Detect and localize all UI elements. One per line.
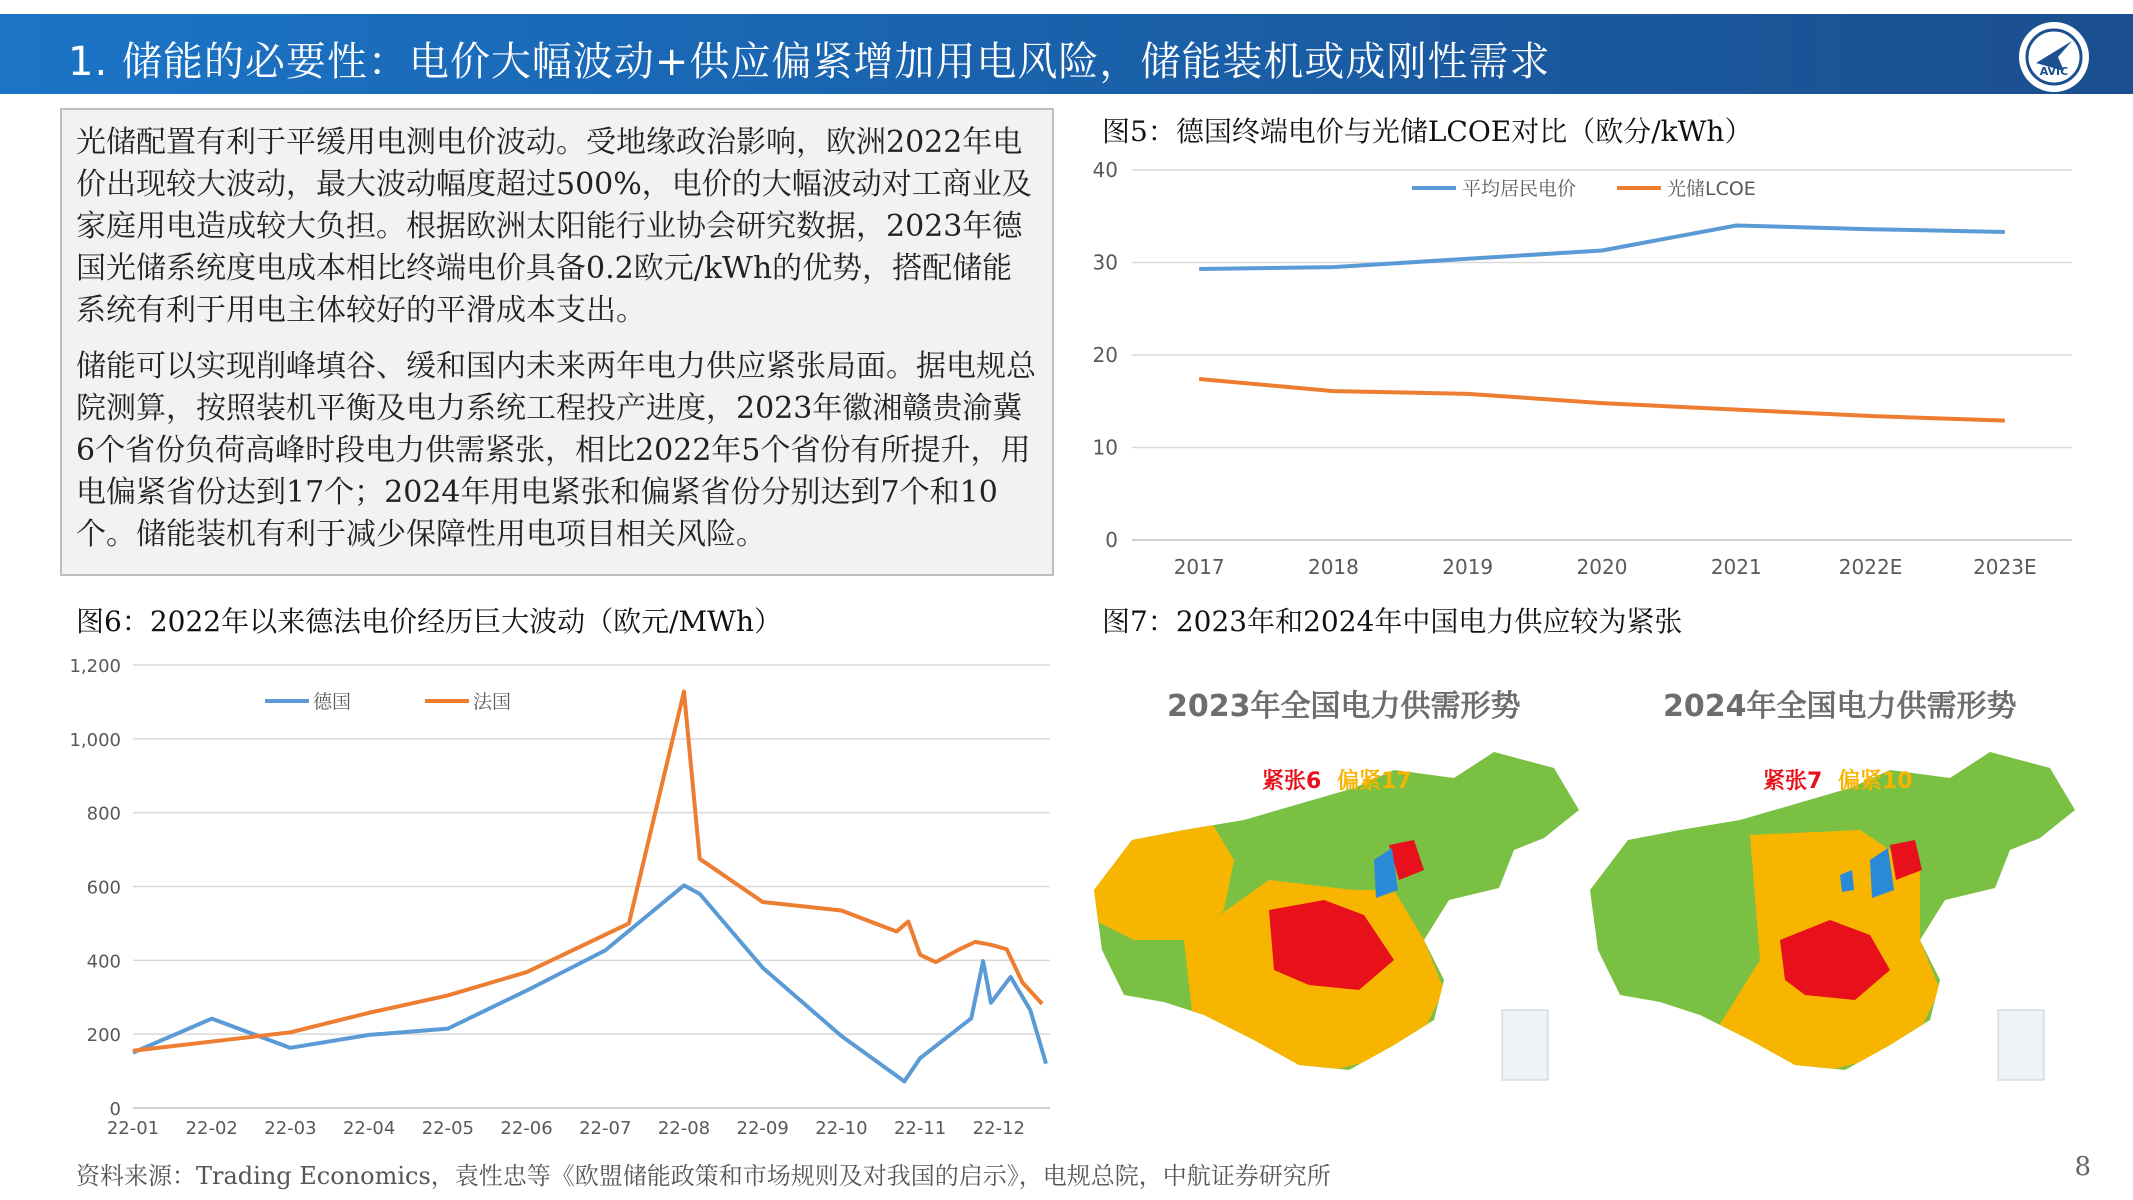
map-2023-title: 2023年全国电力供需形势 bbox=[1167, 689, 1521, 724]
fig5-xtick-label: 2021 bbox=[1710, 555, 1762, 579]
fig6-xtick-label: 22-08 bbox=[657, 1118, 711, 1138]
fig5-ytick-label: 0 bbox=[1105, 528, 1118, 552]
page-number: 8 bbox=[2074, 1152, 2091, 1182]
map-2024 bbox=[1590, 689, 2075, 1080]
fig5-legend-label: 平均居民电价 bbox=[1462, 178, 1577, 200]
fig5-xtick-label: 2018 bbox=[1307, 555, 1359, 579]
fig6-xtick-label: 22-12 bbox=[972, 1118, 1025, 1138]
map-2023-semi-label: 偏紧17 bbox=[1337, 769, 1412, 794]
fig5-xtick-label: 2020 bbox=[1576, 555, 1628, 579]
page-title: 1. 储能的必要性：电价大幅波动+供应偏紧增加用电风险，储能装机或成刚性需求 bbox=[68, 39, 1551, 85]
fig6-legend-label: 德国 bbox=[313, 691, 352, 713]
fig6-xtick-label: 22-09 bbox=[736, 1118, 789, 1138]
fig5-ytick-label: 30 bbox=[1092, 250, 1118, 275]
summary-paragraph-2: 储能可以实现削峰填谷、缓和国内未来两年电力供应紧张局面。据电规总院测算，按照装机平衡及电力系统工程投产进度，2023年徽湘赣贵渝冀6个省份负荷高峰时段电力供需紧张，相比2022年5个省份有所提升，用电偏紧省份达到17个；2024年用电紧张和偏紧省份分别达到7个和10个。储能装机有利于减少保障性用电项目相关风险。 bbox=[76, 349, 1036, 552]
fig6-xtick-label: 22-05 bbox=[421, 1118, 475, 1138]
fig6-ytick-label: 800 bbox=[86, 803, 121, 825]
fig6-xtick-label: 22-01 bbox=[106, 1118, 160, 1138]
south-sea-inset-2024 bbox=[1998, 1010, 2044, 1080]
fig6-ytick-label: 1,000 bbox=[69, 729, 121, 751]
header-bar bbox=[0, 14, 2133, 94]
fig7-maps bbox=[1092, 680, 2092, 1150]
fig5-legend-label: 光储LCOE bbox=[1667, 178, 1756, 200]
fig5-series-line-1 bbox=[1199, 379, 2005, 421]
fig6-xtick-label: 22-11 bbox=[893, 1118, 947, 1138]
fig5-ytick-label: 20 bbox=[1092, 343, 1118, 367]
fig5-chart bbox=[1082, 150, 2082, 580]
avic-logo bbox=[2019, 22, 2089, 92]
map-2024-title: 2024年全国电力供需形势 bbox=[1663, 689, 2017, 724]
fig6-legend-label: 法国 bbox=[473, 691, 512, 713]
fig6-series-line-0 bbox=[133, 885, 1046, 1081]
fig6-series-line-1 bbox=[133, 692, 1042, 1051]
plane-icon bbox=[2024, 27, 2084, 87]
fig6-xtick-label: 22-04 bbox=[342, 1118, 396, 1138]
map-2024-tight-label: 紧张7 bbox=[1763, 769, 1823, 794]
fig6-xtick-label: 22-10 bbox=[815, 1118, 868, 1138]
summary-textbox bbox=[60, 108, 1054, 576]
fig5-xtick-label: 2023E bbox=[1973, 555, 2037, 579]
fig6-xtick-label: 22-02 bbox=[185, 1118, 238, 1138]
fig6-title: 图6：2022年以来德法电价经历巨大波动（欧元/MWh） bbox=[76, 605, 782, 638]
fig5-ytick-label: 10 bbox=[1092, 435, 1118, 460]
fig6-ytick-label: 400 bbox=[86, 951, 121, 973]
fig6-ytick-label: 600 bbox=[86, 877, 121, 899]
fig6-xtick-label: 22-03 bbox=[264, 1118, 317, 1138]
source-note: 资料来源：Trading Economics，袁性忠等《欧盟储能政策和市场规则及对我国的启示》，电规总院，中航证券研究所 bbox=[76, 1162, 1331, 1190]
fig6-ytick-label: 200 bbox=[86, 1025, 121, 1047]
map-2023 bbox=[1094, 689, 1579, 1080]
fig7-title: 图7：2023年和2024年中国电力供应较为紧张 bbox=[1102, 605, 1683, 638]
fig6-ytick-label: 0 bbox=[109, 1099, 121, 1120]
fig6-ytick-label: 1,200 bbox=[69, 656, 121, 677]
map-2023-tight-label: 紧张6 bbox=[1262, 769, 1322, 794]
fig5-xtick-label: 2022E bbox=[1838, 555, 1903, 579]
fig6-xtick-label: 22-06 bbox=[500, 1118, 553, 1138]
map-2024-semi-label: 偏紧10 bbox=[1838, 769, 1913, 794]
summary-paragraph-1: 光储配置有利于平缓用电测电价波动。受地缘政治影响，欧洲2022年电价出现较大波动，最大波动幅度超过500%，电价的大幅波动对工商业及家庭用电造成较大负担。根据欧洲太阳能行业协会研究数据，2023年德国光储系统度电成本相比终端电价具备0.2欧元/kWh的优势，搭配储能系统有利于用电主体较好的平滑成本支出。 bbox=[76, 125, 1032, 328]
south-sea-inset-2023 bbox=[1502, 1010, 1548, 1080]
fig5-xtick-label: 2017 bbox=[1173, 555, 1225, 579]
fig6-xtick-label: 22-07 bbox=[579, 1118, 632, 1138]
fig5-title: 图5：德国终端电价与光储LCOE对比（欧分/kWh） bbox=[1102, 115, 1753, 148]
fig6-chart bbox=[60, 648, 1070, 1138]
logo-text: AVIC bbox=[2039, 65, 2069, 78]
fig5-xtick-label: 2019 bbox=[1442, 555, 1494, 579]
fig5-ytick-label: 40 bbox=[1092, 158, 1118, 182]
